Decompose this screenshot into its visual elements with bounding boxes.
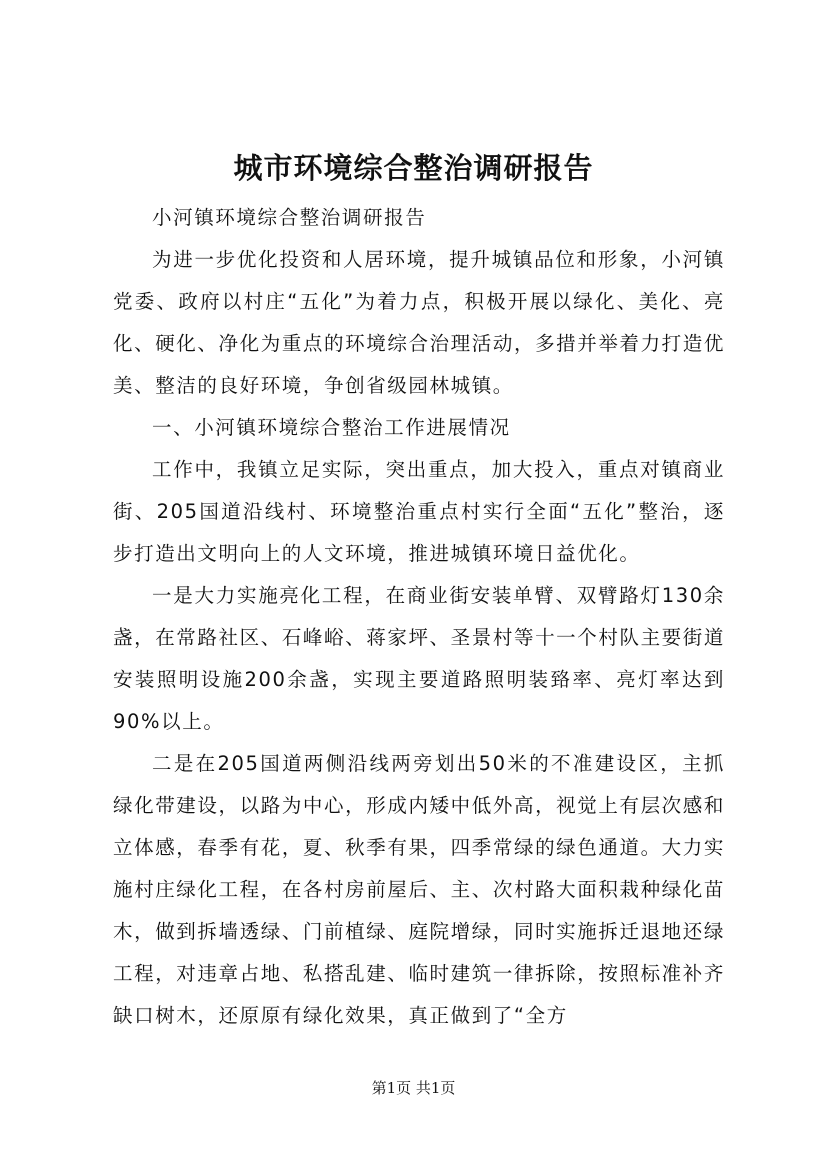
document-title: 城市环境综合整治调研报告 [233,151,594,185]
paragraph-lighting: 一是大力实施亮化工程，在商业街安装单臂、双臂路灯130余盏，在常路社区、石峰峪、蒋家坪、圣景村等十一个村队主要街道安装照明设施200余盏，实现主要道路照明装臵率、亮灯率达到90%以上。 [113,584,725,733]
paragraph-greening: 二是在205国道两侧沿线两旁划出50米的不准建设区，主抓绿化带建设，以路为中心，形成内矮中低外高，视觉上有层次感和立体感，春季有花，夏、秋季有果，四季常绿的绿色通道。大力实施村庄绿化工程，在各村房前屋后、主、次村路大面积栽种绿化苗木，做到拆墙透绿、门前植绿、庭院增绿，同时实施拆迁退地还绿工程，对违章占地、私搭乱建、临时建筑一律拆除，按照标准补齐缺口树木，还原原有绿化效果，真正做到了“全方 [113,752,725,1027]
page-footer: 第1页 共1页 [371,1079,456,1097]
document-body [113,197,725,1037]
paragraph-intro: 为进一步优化投资和人居环境，提升城镇品位和形象，小河镇党委、政府以村庄“五化”为着力点，积极开展以绿化、美化、亮化、硬化、净化为重点的环境综合治理活动，多措并举着力打造优美、整洁的良好环境，争创省级园林城镇。 [113,248,725,397]
paragraph-subtitle: 小河镇环境综合整治调研报告 [152,206,427,229]
paragraph-progress: 工作中，我镇立足实际，突出重点，加大投入，重点对镇商业街、205国道沿线村、环境整治重点村实行全面“五化”整治，逐步打造出文明向上的人文环境，推进城镇环境日益优化。 [113,458,725,565]
section-heading: 一、小河镇环境综合整治工作进展情况 [152,416,511,439]
